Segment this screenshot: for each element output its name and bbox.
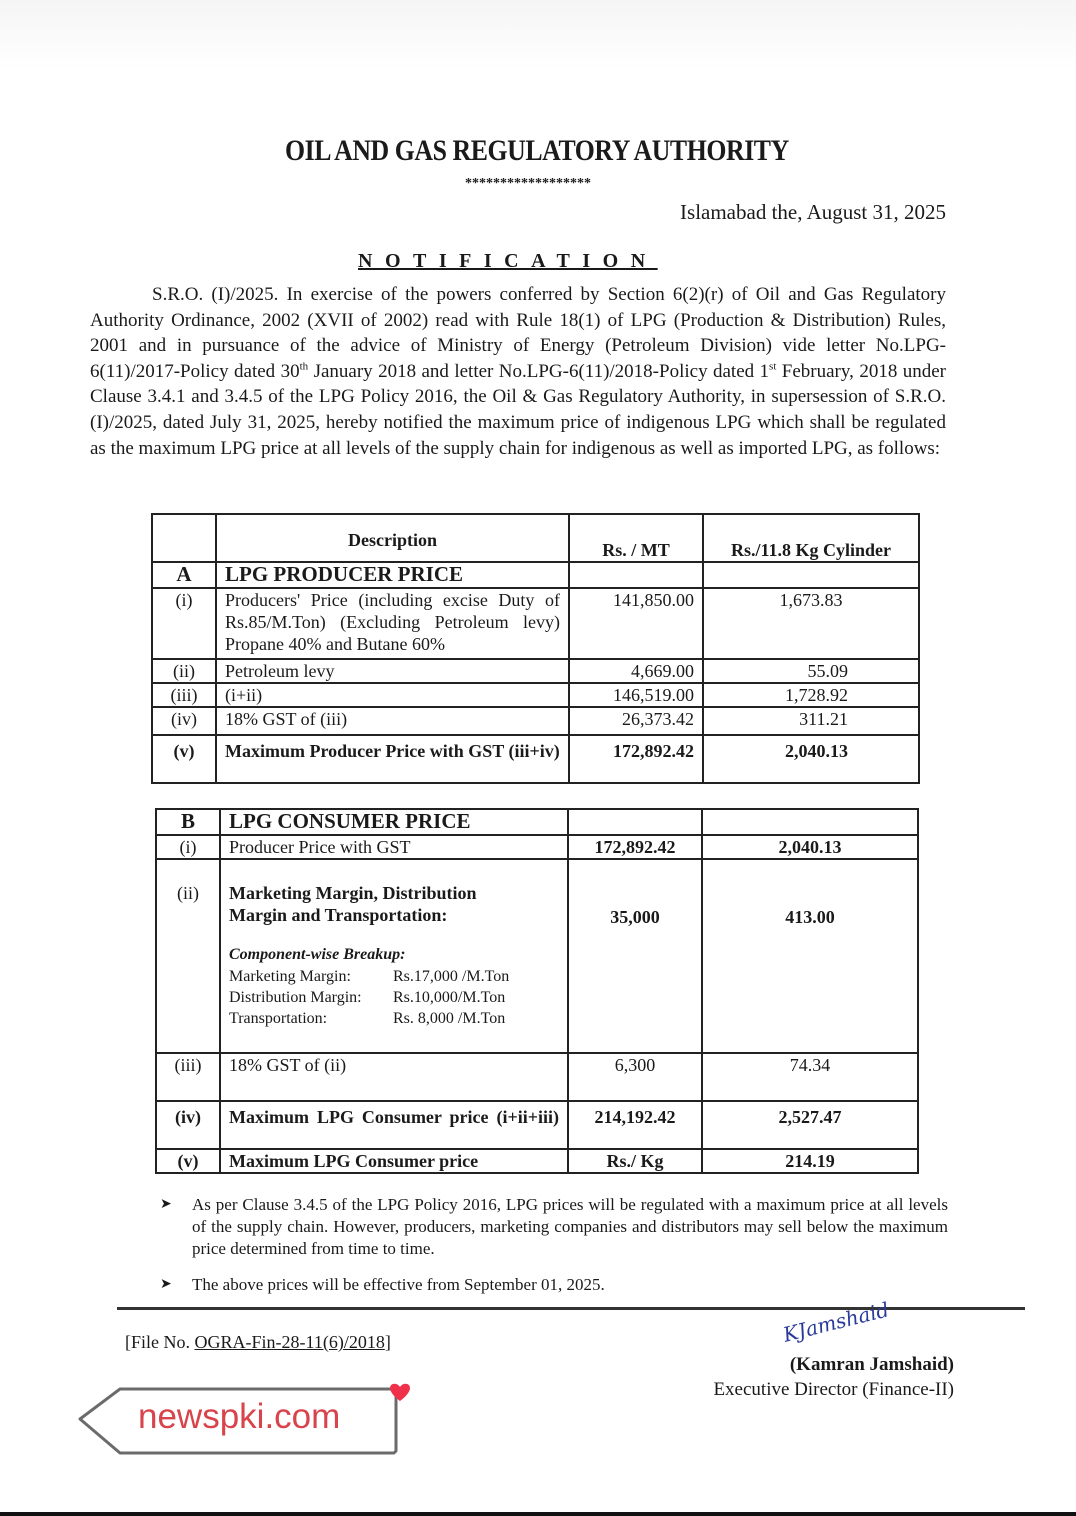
row-description-cell — [220, 859, 568, 1053]
table-row — [156, 835, 918, 859]
note-item — [160, 1274, 948, 1296]
body-text-1: S.R.O. (I)/2025. In exercise of the powers conferred by Section 6(2)(r) of Oil and Gas Regulatory Authority Ordinance, 2002 (XVII of 2002) read with Rule 18(1) of LPG (Production & Distribution) Rules, 2001 and in pursuance of the advice of Ministry of Energy (Petroleum Division) vide letter No.LPG-6(11)/2017-Policy dated 30 — [90, 284, 946, 382]
row-rs-cylinder: 413.00 — [702, 859, 918, 1053]
body-text-2: January 2018 and letter No.LPG-6(11)/2018-Policy dated 1 — [308, 360, 770, 382]
row-rs-mt: 172,892.42 — [569, 735, 703, 783]
row-rs-cylinder: 55.09 — [703, 659, 919, 683]
file-number-value: OGRA-Fin-28-11(6)/2018 — [194, 1332, 385, 1352]
row-description: 18% GST of (iii) — [216, 707, 569, 735]
body-text-3: February, 2018 under Clause 3.4.1 and 3.4.5 of the LPG Policy 2016, the Oil & Gas Regulatory Authority, in supersession of S.R.O. (I)/2025, dated July 31, 2025, hereby notified the maximum price of indigenous LPG which shall be regulated as the maximum LPG price at all levels of the supply chain for indigenous as well as imported LPG, as follows: — [90, 360, 946, 459]
section-title: LPG CONSUMER PRICE — [220, 809, 568, 835]
row-description: Producers' Price (including excise Duty of Rs.85/M.Ton) (Excluding Petroleum levy) Propane 40% and Butane 60% — [216, 588, 569, 659]
body-sup-2: st — [769, 360, 777, 373]
signature: KJamshaid — [780, 1297, 892, 1347]
empty-cell — [702, 809, 918, 835]
heart-icon — [390, 1384, 410, 1401]
row-description: Maximum LPG Consumer price — [220, 1149, 568, 1173]
row-rs-mt: 26,373.42 — [569, 707, 703, 735]
section-code: B — [156, 809, 220, 835]
note-text: The above prices will be effective from September 01, 2025. — [192, 1275, 605, 1294]
breakup-item — [229, 966, 559, 987]
row-no: (iv) — [156, 1101, 220, 1149]
table-row — [152, 683, 919, 707]
row-rs-cylinder: 2,040.13 — [703, 735, 919, 783]
empty-cell — [703, 562, 919, 588]
file-suffix: ] — [384, 1332, 391, 1352]
breakup-item — [229, 1008, 559, 1029]
row-rs-cylinder: 2,040.13 — [702, 835, 918, 859]
empty-cell — [568, 809, 702, 835]
row-no: (i) — [152, 588, 216, 659]
table-row — [152, 588, 919, 659]
bottom-bar — [0, 1512, 1076, 1516]
row-rs-cylinder: 2,527.47 — [702, 1101, 918, 1149]
row-description-cell — [220, 1101, 568, 1149]
signer-name: (Kamran Jamshaid) — [789, 1354, 954, 1375]
row-rs-mt: 35,000 — [568, 859, 702, 1053]
table-row-total — [156, 1149, 918, 1173]
header-rs-cylinder: Rs./11.8 Kg Cylinder — [703, 514, 919, 562]
row-rs-mt: 141,850.00 — [569, 588, 703, 659]
breakup-value: Rs.17,000 /M.Ton — [393, 968, 510, 985]
consumer-price-table — [155, 808, 919, 1174]
empty-cell — [569, 562, 703, 588]
row-no: (v) — [152, 735, 216, 783]
notes-list — [160, 1194, 948, 1310]
row-rs-mt: Rs./ Kg — [568, 1149, 702, 1173]
breakup-value: Rs.10,000/M.Ton — [393, 989, 506, 1006]
file-prefix: [File No. — [125, 1332, 195, 1352]
row-description: Marketing Margin, Distribution Margin and Transportation: — [229, 883, 477, 925]
table-row — [152, 659, 919, 683]
note-item — [160, 1194, 948, 1260]
row-description: 18% GST of (ii) — [220, 1053, 568, 1101]
watermark-text: newspki.com — [138, 1397, 341, 1436]
table-row — [152, 707, 919, 735]
table-row — [156, 1053, 918, 1101]
breakup-label: Marketing Margin: — [229, 968, 351, 985]
header-description: Description — [216, 514, 569, 562]
section-row — [156, 809, 918, 835]
title-ornament: ****************** — [465, 176, 591, 191]
table-row-total — [152, 735, 919, 783]
row-no: (i) — [156, 835, 220, 859]
row-description: (i+ii) — [216, 683, 569, 707]
row-rs-cylinder: 311.21 — [703, 707, 919, 735]
row-rs-cylinder: 1,673.83 — [703, 588, 919, 659]
row-rs-cylinder: 1,728.92 — [703, 683, 919, 707]
top-fade — [0, 0, 1076, 70]
section-row — [152, 562, 919, 588]
section-code: A — [152, 562, 216, 588]
section-title: LPG PRODUCER PRICE — [216, 562, 569, 588]
table-row-total — [156, 1101, 918, 1149]
note-text: As per Clause 3.4.5 of the LPG Policy 2016, LPG prices will be regulated with a maximum price at all levels of the supply chain. However, producers, marketing companies and distributors may sell below the maximum price determined from time to time. — [192, 1195, 948, 1258]
table-header-row — [152, 514, 919, 562]
org-title: OIL AND GAS REGULATORY AUTHORITY — [284, 134, 789, 167]
row-no: (iii) — [156, 1053, 220, 1101]
row-rs-mt: 4,669.00 — [569, 659, 703, 683]
watermark-tag — [78, 1383, 400, 1455]
row-no: (iv) — [152, 707, 216, 735]
row-rs-mt: 214,192.42 — [568, 1101, 702, 1149]
header-no — [152, 514, 216, 562]
producer-price-table — [151, 513, 920, 784]
breakup-item — [229, 987, 559, 1008]
row-description: Maximum LPG Consumer price (i+ii+iii) — [229, 1107, 559, 1127]
row-no: (v) — [156, 1149, 220, 1173]
place-date: Islamabad the, August 31, 2025 — [680, 200, 946, 224]
row-description: Maximum Producer Price with GST (iii+iv) — [216, 735, 569, 783]
row-rs-cylinder: 74.34 — [702, 1053, 918, 1101]
breakup-value: Rs. 8,000 /M.Ton — [393, 1010, 506, 1027]
row-no: (ii) — [156, 859, 220, 1053]
header-rs-mt: Rs. / MT — [569, 514, 703, 562]
body-sup-1: th — [299, 360, 309, 373]
row-no: (iii) — [152, 683, 216, 707]
body-paragraph — [90, 282, 946, 461]
row-description: Producer Price with GST — [220, 835, 568, 859]
breakup-label: Distribution Margin: — [229, 989, 362, 1006]
arrow-bullet-icon: ➤ — [160, 1197, 172, 1212]
row-rs-mt: 6,300 — [568, 1053, 702, 1101]
row-rs-cylinder: 214.19 — [702, 1149, 918, 1173]
row-rs-mt: 172,892.42 — [568, 835, 702, 859]
row-rs-mt: 146,519.00 — [569, 683, 703, 707]
notification-heading: NOTIFICATION — [358, 250, 658, 272]
breakup-title: Component-wise Breakup: — [229, 946, 406, 963]
breakup-label: Transportation: — [229, 1010, 328, 1027]
signer-title: Executive Director (Finance-II) — [713, 1379, 954, 1400]
table-row — [156, 859, 918, 1053]
arrow-bullet-icon: ➤ — [160, 1277, 172, 1292]
row-description: Petroleum levy — [216, 659, 569, 683]
file-number — [125, 1332, 391, 1353]
row-no: (ii) — [152, 659, 216, 683]
